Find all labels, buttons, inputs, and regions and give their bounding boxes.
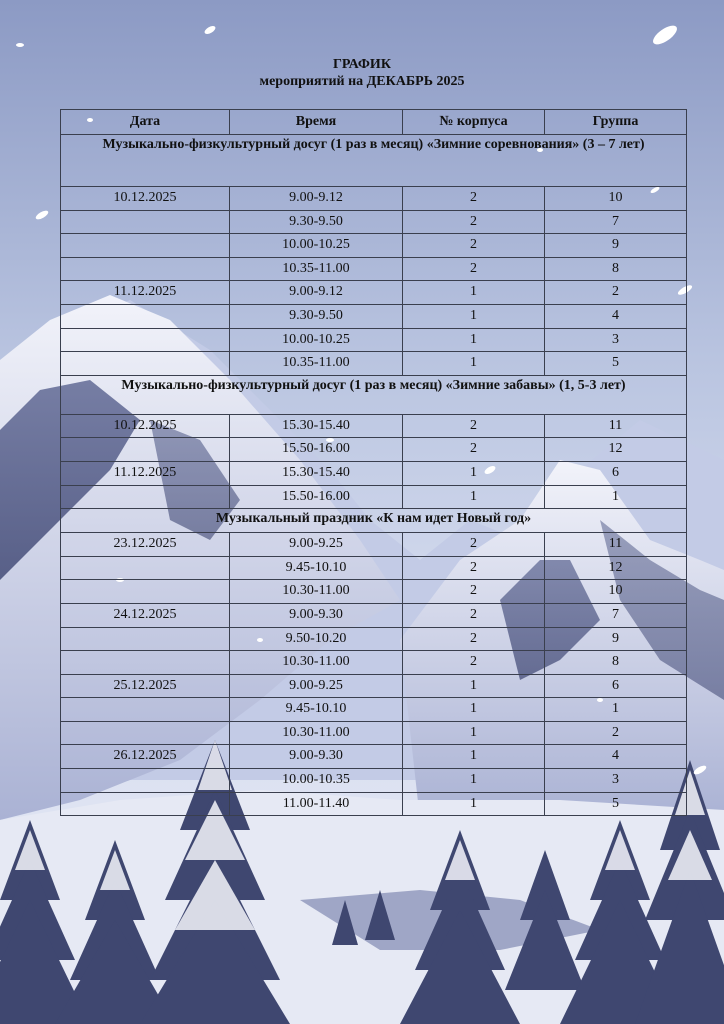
group-cell: 5: [545, 352, 687, 376]
time-cell: 9.45-10.10: [230, 556, 403, 580]
building-cell: 1: [403, 698, 545, 722]
time-cell: 9.45-10.10: [230, 698, 403, 722]
building-cell: 2: [403, 651, 545, 675]
table-row: [61, 533, 687, 557]
date-cell: [61, 210, 230, 234]
date-cell: 25.12.2025: [61, 674, 230, 698]
group-cell: 12: [545, 438, 687, 462]
group-cell: 2: [545, 721, 687, 745]
group-cell: 6: [545, 461, 687, 485]
date-cell: [61, 352, 230, 376]
time-cell: 11.00-11.40: [230, 792, 403, 816]
building-cell: 2: [403, 234, 545, 258]
date-cell: [61, 651, 230, 675]
page-subtitle: мероприятий на ДЕКАБРЬ 2025: [259, 74, 465, 89]
date-cell: [61, 769, 230, 793]
building-cell: 2: [403, 603, 545, 627]
table-row: [61, 674, 687, 698]
building-cell: 2: [403, 556, 545, 580]
building-cell: 2: [403, 414, 545, 438]
section-header-row: [61, 509, 687, 533]
group-cell: 12: [545, 556, 687, 580]
group-cell: 10: [545, 187, 687, 211]
date-cell: 24.12.2025: [61, 603, 230, 627]
table-row: [61, 769, 687, 793]
group-cell: 8: [545, 257, 687, 281]
time-cell: 10.30-11.00: [230, 580, 403, 604]
building-cell: 2: [403, 580, 545, 604]
time-cell: 9.30-9.50: [230, 210, 403, 234]
group-cell: 1: [545, 485, 687, 509]
building-cell: 1: [403, 304, 545, 328]
table-row: [61, 210, 687, 234]
building-cell: 2: [403, 210, 545, 234]
group-cell: 7: [545, 210, 687, 234]
section-header-row: [61, 135, 687, 187]
table-row: [61, 627, 687, 651]
table-row: [61, 328, 687, 352]
date-cell: 10.12.2025: [61, 414, 230, 438]
column-header-group: Группа: [545, 110, 687, 135]
table-row: [61, 187, 687, 211]
date-cell: 10.12.2025: [61, 187, 230, 211]
date-cell: [61, 556, 230, 580]
building-cell: 1: [403, 328, 545, 352]
group-cell: 6: [545, 674, 687, 698]
section-header-row: [61, 375, 687, 414]
date-cell: [61, 698, 230, 722]
table-row: [61, 234, 687, 258]
group-cell: 4: [545, 745, 687, 769]
date-cell: [61, 627, 230, 651]
group-cell: 1: [545, 698, 687, 722]
date-cell: [61, 438, 230, 462]
time-cell: 15.30-15.40: [230, 461, 403, 485]
date-cell: [61, 234, 230, 258]
table-row: [61, 414, 687, 438]
time-cell: 15.50-16.00: [230, 485, 403, 509]
time-cell: 10.30-11.00: [230, 651, 403, 675]
group-cell: 10: [545, 580, 687, 604]
table-row: [61, 792, 687, 816]
building-cell: 2: [403, 187, 545, 211]
time-cell: 10.00-10.25: [230, 328, 403, 352]
time-cell: 9.00-9.25: [230, 674, 403, 698]
table-row: [61, 281, 687, 305]
building-cell: 1: [403, 485, 545, 509]
table-row: [61, 580, 687, 604]
table-row: [61, 721, 687, 745]
time-cell: 9.00-9.12: [230, 187, 403, 211]
table-row: [61, 461, 687, 485]
date-cell: [61, 721, 230, 745]
time-cell: 15.30-15.40: [230, 414, 403, 438]
time-cell: 9.50-10.20: [230, 627, 403, 651]
schedule-table: [60, 109, 687, 816]
building-cell: 2: [403, 627, 545, 651]
section-title: Музыкальный праздник «К нам идет Новый год»: [61, 509, 687, 533]
time-cell: 9.00-9.12: [230, 281, 403, 305]
building-cell: 1: [403, 674, 545, 698]
time-cell: 9.30-9.50: [230, 304, 403, 328]
group-cell: 2: [545, 281, 687, 305]
group-cell: 8: [545, 651, 687, 675]
group-cell: 9: [545, 627, 687, 651]
date-cell: 11.12.2025: [61, 281, 230, 305]
date-cell: 26.12.2025: [61, 745, 230, 769]
group-cell: 5: [545, 792, 687, 816]
building-cell: 2: [403, 533, 545, 557]
table-row: [61, 485, 687, 509]
building-cell: 1: [403, 769, 545, 793]
building-cell: 1: [403, 721, 545, 745]
time-cell: 9.00-9.25: [230, 533, 403, 557]
table-row: [61, 556, 687, 580]
table-row: [61, 304, 687, 328]
time-cell: 10.00-10.25: [230, 234, 403, 258]
date-cell: [61, 328, 230, 352]
group-cell: 7: [545, 603, 687, 627]
time-cell: 10.30-11.00: [230, 721, 403, 745]
time-cell: 10.35-11.00: [230, 257, 403, 281]
table-row: [61, 438, 687, 462]
column-header-date: Дата: [61, 110, 230, 135]
building-cell: 1: [403, 461, 545, 485]
page-title: ГРАФИК: [333, 57, 391, 72]
table-row: [61, 651, 687, 675]
date-cell: [61, 792, 230, 816]
column-header-time: Время: [230, 110, 403, 135]
group-cell: 3: [545, 769, 687, 793]
group-cell: 11: [545, 533, 687, 557]
table-header-row: [61, 110, 687, 135]
building-cell: 1: [403, 792, 545, 816]
table-row: [61, 745, 687, 769]
time-cell: 15.50-16.00: [230, 438, 403, 462]
time-cell: 9.00-9.30: [230, 603, 403, 627]
table-row: [61, 603, 687, 627]
building-cell: 1: [403, 352, 545, 376]
time-cell: 9.00-9.30: [230, 745, 403, 769]
table-row: [61, 352, 687, 376]
table-row: [61, 257, 687, 281]
date-cell: [61, 485, 230, 509]
date-cell: [61, 257, 230, 281]
building-cell: 2: [403, 438, 545, 462]
date-cell: 11.12.2025: [61, 461, 230, 485]
building-cell: 2: [403, 257, 545, 281]
time-cell: 10.35-11.00: [230, 352, 403, 376]
section-title: Музыкально-физкультурный досуг (1 раз в месяц) «Зимние забавы» (1, 5-3 лет): [61, 375, 687, 414]
group-cell: 9: [545, 234, 687, 258]
date-cell: [61, 580, 230, 604]
group-cell: 3: [545, 328, 687, 352]
building-cell: 1: [403, 281, 545, 305]
time-cell: 10.00-10.35: [230, 769, 403, 793]
building-cell: 1: [403, 745, 545, 769]
group-cell: 4: [545, 304, 687, 328]
date-cell: [61, 304, 230, 328]
section-title: Музыкально-физкультурный досуг (1 раз в месяц) «Зимние соревнования» (3 – 7 лет): [61, 135, 687, 187]
group-cell: 11: [545, 414, 687, 438]
column-header-building: № корпуса: [403, 110, 545, 135]
table-row: [61, 698, 687, 722]
date-cell: 23.12.2025: [61, 533, 230, 557]
